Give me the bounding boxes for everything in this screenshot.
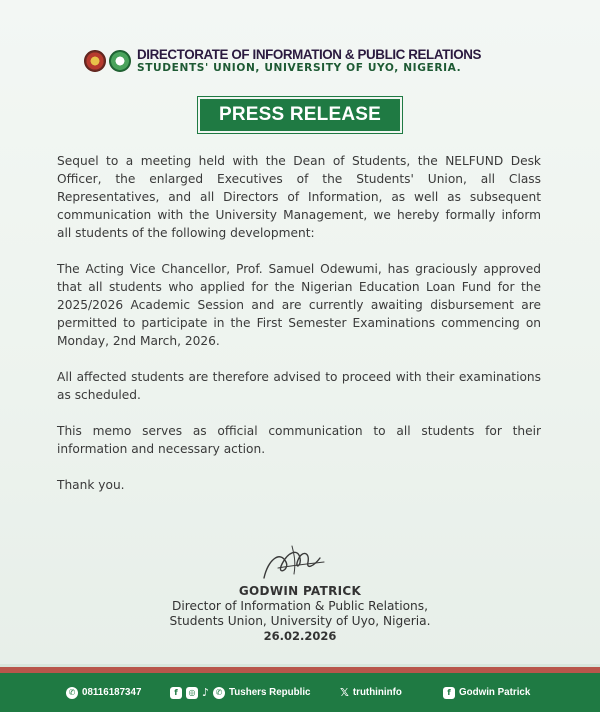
signatory-organization: Students Union, University of Uyo, Nigeria. bbox=[169, 614, 431, 628]
signatory-role: Director of Information & Public Relations, bbox=[171, 599, 429, 613]
university-logo-icon bbox=[109, 50, 131, 72]
paragraph-intro: Sequel to a meeting held with the Dean of Students, the NELFUND Desk Officer, the enlarged Executives of the Students' Union, all Class Representatives, and all Directors of Information, as well as subsequent communication with the University Management, we hereby formally inform all students of the following development: bbox=[57, 154, 541, 240]
directorate-title: DIRECTORATE OF INFORMATION & PUBLIC RELATIONS bbox=[137, 47, 482, 62]
institution-subtitle: STUDENTS' UNION, UNIVERSITY OF UYO, NIGERIA. bbox=[137, 62, 462, 75]
facebook-icon: f bbox=[443, 687, 455, 699]
phone-number: 08116187347 bbox=[82, 687, 142, 698]
x-logo-icon: 𝕏 bbox=[340, 686, 349, 699]
whatsapp-icon: ✆ bbox=[213, 687, 225, 699]
paragraph-thanks: Thank you. bbox=[57, 478, 125, 492]
footer-phone bbox=[66, 673, 141, 712]
footer-x bbox=[340, 673, 402, 712]
whatsapp-icon: ✆ bbox=[66, 687, 78, 699]
facebook-name: Godwin Patrick bbox=[459, 687, 531, 698]
paragraph-memo: This memo serves as official communication to all students for their information and necessary action. bbox=[57, 424, 541, 456]
contact-footer bbox=[0, 673, 600, 712]
signoff-block bbox=[0, 584, 600, 644]
letterhead bbox=[84, 44, 481, 78]
facebook-icon: f bbox=[170, 687, 182, 699]
footer-facebook bbox=[443, 673, 530, 712]
paragraph-approval: The Acting Vice Chancellor, Prof. Samuel Odewumi, has graciously approved that all students who applied for the Nigerian Education Loan Fund for the 2025/2026 Academic Session and are currently awaiting disbursement are permitted to participate in the First Semester Examinations commencing on Monday, 2nd March, 2026. bbox=[57, 262, 541, 348]
social-handle: Tushers Republic bbox=[229, 687, 311, 698]
logo-group bbox=[84, 50, 131, 72]
press-release-title: PRESS RELEASE bbox=[200, 99, 400, 131]
paragraph-advice: All affected students are therefore advised to proceed with their examinations as scheduled. bbox=[57, 370, 541, 402]
press-release-banner bbox=[197, 96, 403, 134]
release-date: 26.02.2026 bbox=[263, 629, 337, 643]
handwritten-signature bbox=[258, 540, 328, 586]
signatory-name: GODWIN PATRICK bbox=[238, 584, 362, 598]
letterhead-text bbox=[137, 48, 481, 74]
tiktok-icon: ♪ bbox=[202, 686, 210, 699]
x-handle: truthininfo bbox=[352, 687, 402, 698]
release-body bbox=[57, 152, 541, 494]
instagram-icon: ◎ bbox=[186, 687, 198, 699]
footer-social bbox=[170, 673, 311, 712]
students-union-logo-icon bbox=[84, 50, 106, 72]
